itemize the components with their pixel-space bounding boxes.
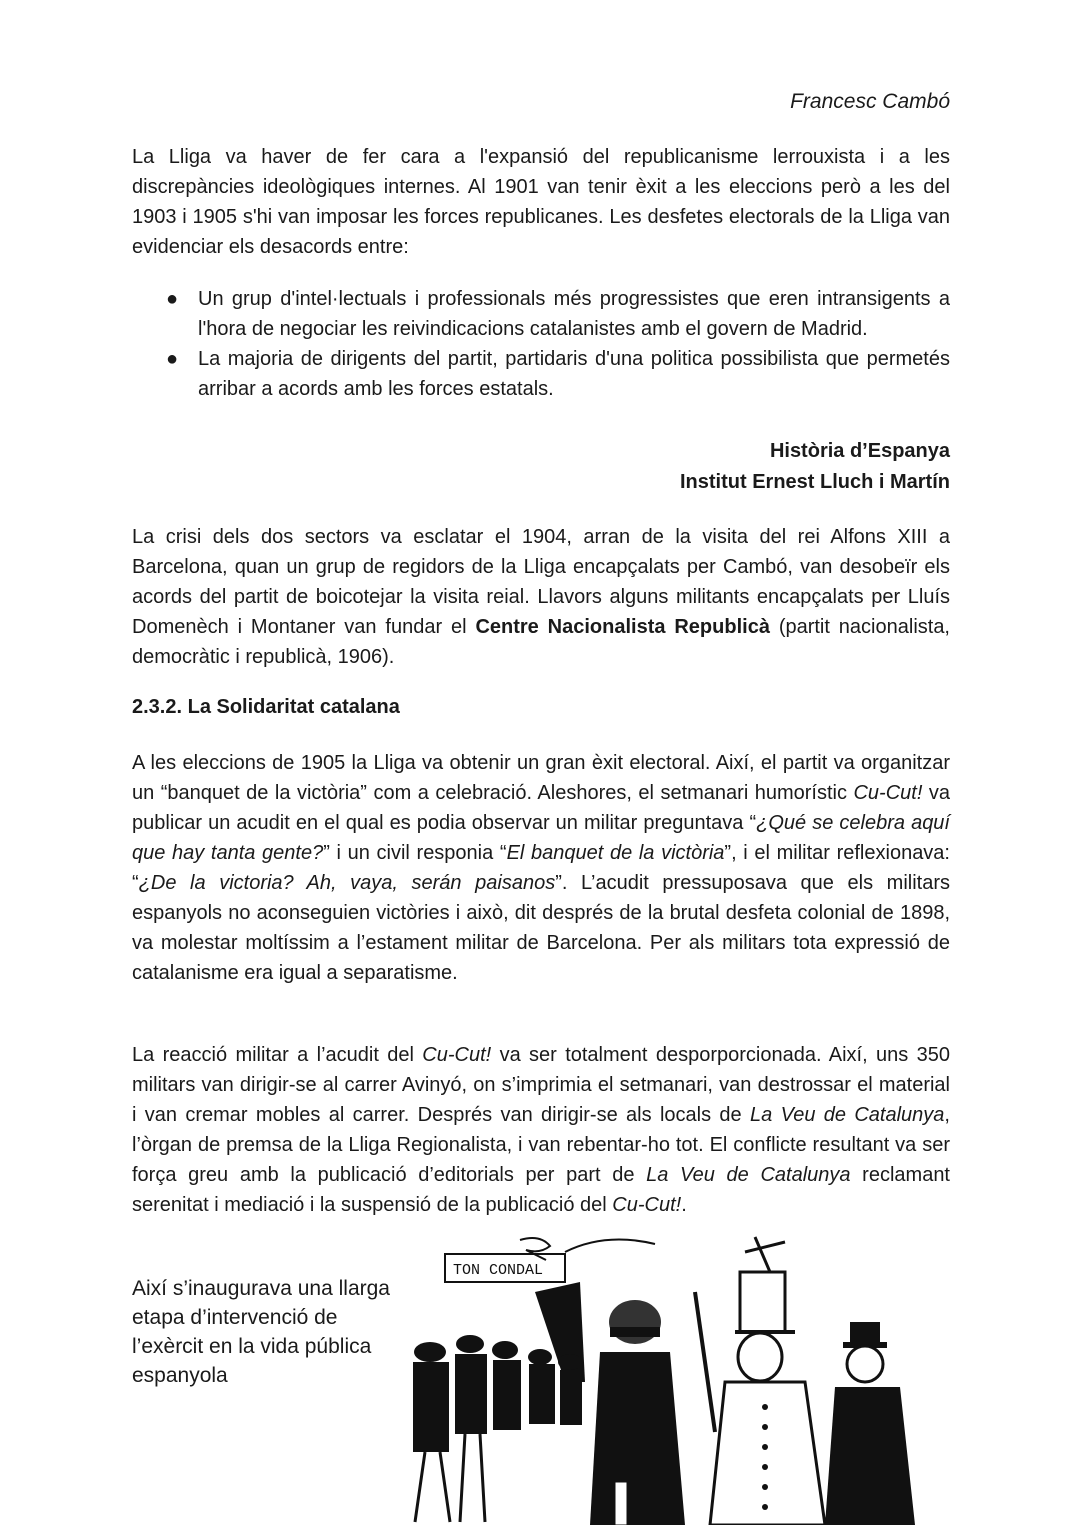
list-item [160, 344, 950, 404]
sign-label: TON CONDAL [453, 1262, 544, 1279]
text-run: La reacció militar a l’acudit del [132, 1044, 423, 1066]
italic-run: El banquet de la victòria [506, 842, 725, 864]
text-run: reclamant serenitat i mediació i la suspensió de la publicació del [132, 1164, 950, 1216]
italic-run: La Veu de Catalunya [750, 1104, 945, 1126]
cucut-cartoon [405, 1232, 950, 1525]
bullet-text: Un grup d'intel·lectuals i professionals més progressistes que eren intransigents a l'hora de negociar les reivindicacions catalanistes amb el govern de Madrid. [198, 288, 950, 340]
bullet-list [160, 284, 950, 404]
text-run: (partit nacionalista, democràtic i republicà, 1906). [132, 616, 950, 668]
text-run: La crisi dels dos sectors va esclatar el 1904, arran de la visita del rei Alfons XIII a Barcelona, quan un grup de regidors de la Lliga encapçalats per Cambó, van desobeïr els acords del partit de boicotejar la visita reial. Llavors alguns militants encapçalats per Lluís Domenèch i Montaner van fundar el [132, 526, 950, 638]
right-figure [825, 1322, 915, 1525]
bullet-text: La majoria de dirigents del partit, partidaris d'una politica possibilista que permetés arribar a acords amb les forces estatals. [198, 348, 950, 400]
italic-run: ¿Qué se celebra aquí que hay tanta gente? [132, 812, 950, 864]
text-run: A les eleccions de 1905 la Lliga va obtenir un gran èxit electoral. Així, el partit va organitzar un “banquet de la victòria” com a celebració. Aleshores, el setmanari humorístic [132, 752, 950, 804]
speech-line [565, 1240, 655, 1253]
italic-run: Cu-Cut! [853, 782, 923, 804]
italic-run: ¿De la victoria? Ah, vaya, serán paisanos [138, 872, 556, 894]
credits-school: Institut Ernest Lluch i Martín [679, 471, 950, 493]
text-run: va publicar un acudit en el qual es podia observar un militar preguntava “ [132, 782, 950, 834]
credits-block [680, 436, 950, 498]
civilian-figure [590, 1300, 685, 1525]
credits-subject: Història d’Espanya [769, 440, 950, 462]
italic-run: Cu-Cut! [612, 1194, 682, 1216]
header-author: Francesc Cambó [790, 90, 950, 113]
list-item [160, 284, 950, 344]
text-run: , l’òrgan de premsa de la Lliga Regionalista, i van rebentar-ho tot. El conflicte resultant va ser força greu amb la publicació d’editorials per part de [132, 1104, 950, 1186]
text-run: ”. L’acudit pressuposava que els militars espanyols no aconseguien victòries i això, dit després de la brutal desfeta colonial de 1898, va molestar moltíssim a l’estament militar de Barcelona. Per als militars tota expressió de catalanisme era igual a separatisme. [132, 872, 950, 984]
text-run: ” i un civil responia “ [323, 842, 507, 864]
text-run: ”, i el militar reflexionava: “ [132, 842, 950, 894]
paragraph-cucut-joke [132, 748, 950, 988]
centre-nacionalista-name: Centre Nacionalista Republicà [475, 616, 770, 638]
paragraph-crisis [132, 522, 950, 672]
italic-run: Cu-Cut! [422, 1044, 492, 1066]
paragraph-military-reaction [132, 1040, 950, 1220]
bullet-icon: ● [166, 348, 179, 370]
soldier-figure [695, 1237, 825, 1525]
bullet-icon: ● [166, 288, 179, 310]
paragraph-lliga-intro: La Lliga va haver de fer cara a l'expansió del republicanisme lerrouxista i a les discrepàncies ideològiques internes. Al 1901 van tenir èxit a les eleccions però a les del 1903 i 1905 s'hi van imposar les forces republicanes. Les desfetes electorals de la Lliga van evidenciar els desacords entre: [132, 146, 950, 258]
italic-run: La Veu de Catalunya [646, 1164, 851, 1186]
text-run: . [681, 1194, 687, 1216]
text-run: va ser totalment desporporcionada. Així, uns 350 militars van dirigir-se al carrer Avinyó, on s’imprimia el setmanari, van destrossar el material i van cremar mobles al carrer. Després van dirigir-se als locals de [132, 1044, 950, 1126]
side-caption: Així s’inaugurava una llarga etapa d’intervenció de l’exèrcit en la vida pública espanyola [132, 1277, 390, 1387]
section-heading: 2.3.2. La Solidaritat catalana [132, 696, 400, 718]
